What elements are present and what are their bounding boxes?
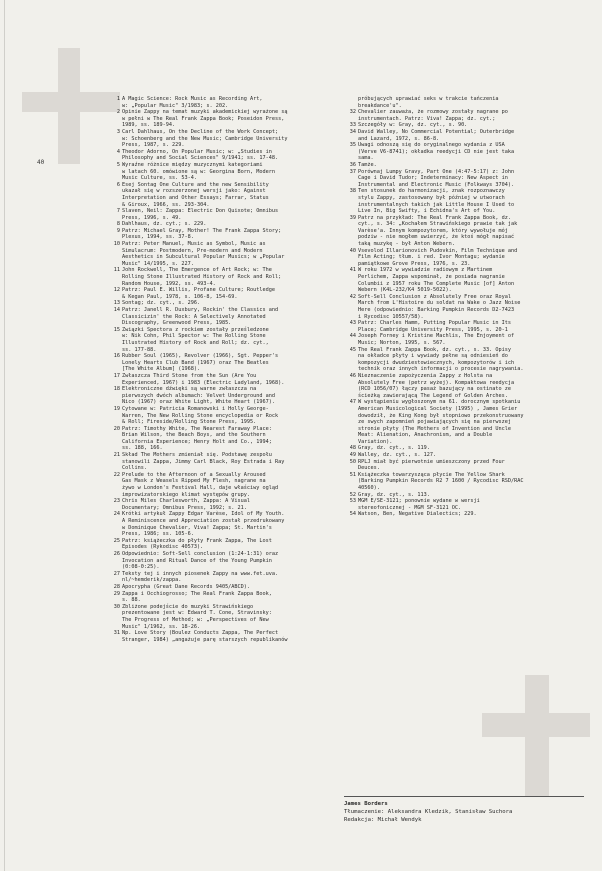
footnote-text: A Magic Science: Rock Music as Recording Art, w: „Popular Music" 3/1983; s. 202. [122,96,263,109]
notes-column-left [108,96,336,643]
footnote [108,571,336,584]
footnote [108,287,336,300]
footnote-text: Odpowiednio: Soft-Sell conclusion (1:24-1:31) oraz Invocation and Ritual Dance of the Young Pumpkin (0:08-0:25). [122,550,279,571]
footnote-number: 45 [349,346,356,353]
footnote-number: 16 [113,353,120,360]
footnote-text: Gray, dz. cyt., s. 119. [358,445,430,452]
footnote-number: 39 [349,214,356,221]
footnote [344,445,584,452]
footnote [108,452,336,472]
translation-credit: Tłumaczenie: Aleksandra Kledzik, Stanisław Suchora [344,808,513,815]
footnote-text: Związki Spectora z rockiem zostały prześledzone w: Nik Cohn, Phil Spector w: The Rolling Stone Illustrated History of Rock and Roll; dz. cyt., ss. 177-88. [122,326,269,353]
footnote-number: 34 [349,128,356,135]
footnote-text: Patrz: Charles Hamm, Putting Popular Music in Its Place; Cambridge University Press, 1995, s. 20-1 [358,320,512,333]
footnote-text: Zappa i Occhiogrosso; The Real Frank Zappa Book, s. 88. [122,590,272,604]
footnote-text: Dahlhaus, dz. cyt.; s. 229. [122,221,207,228]
page-number: 40 [37,159,45,166]
footnote-text: Patrz: książeczka do płyty Frank Zappa, The Lost Episodes (Rykodisc 40573). [122,537,272,551]
notes-column-right [344,96,584,518]
footnote [344,267,584,293]
footnote [344,459,584,472]
decorative-cross-top-left-horizontal [22,92,120,112]
footnote-number: 38 [349,188,356,195]
credits [344,796,584,824]
footnote-number: 28 [113,583,120,590]
footnote-number: 49 [349,452,356,459]
footnote-number: 23 [113,498,120,505]
footnote [344,511,584,518]
footnote-number: 44 [349,333,356,340]
footnote-number: 47 [349,399,356,406]
footnote-text: Nieznaczenie zapożyczenia Zappy z Holsta na Absolutely Free (petrz wyżej). Kompaktowa reedycja (RCD 1056/07) łączy pasaż bazujący na ostinato ze ścieżką zawierającą The Legend of Golden Arches. [358,372,515,399]
footnote-number: 20 [113,425,120,432]
footnote-text: Książeczka towarzysząca płycie The Yellow Shark (Barking Pumpkin Records R2 7 1600 / Rycodisc RSD/RAC 40560). [358,471,524,492]
footnote-number: 6 [116,181,120,188]
footnote-text: Patrz: Paul E. Willis, Profane Culture; Routledge & Kegan Paul, 1978, s. 106-8, 154-69. [122,287,276,300]
footnote [108,300,336,307]
footnote [108,511,336,537]
footnote [344,188,584,214]
footnote-text: Porównaj Lumpy Gravy, Part One (4:47-5:17) z: John Cage i David Tudor; Indeterminacy: New Aspect in Instrumental and Electronic Music (Folkways 3704). [358,168,515,188]
footnote-number: 26 [113,550,120,557]
footnote [108,353,336,373]
footnote-text: Skład The Mothers zmieniał się. Podstawę zespołu stanowili Zappa, Jimmy Carl Black, Roy Estrada i Ray Collins. [122,452,285,472]
footnote [108,96,336,109]
footnote-text: Soft-Sell Conclusion z Absolutely Free oraz Royal March from L'Histoire du soldat na Wake o Jazz Noise Here (odpowiednio: Barking Pumpkin Records D2-7423 i Rycodisc 10557/58). [358,293,521,320]
footnote [108,267,336,287]
footnote [344,162,584,169]
footnote-number: 1 [116,96,120,102]
footnote [108,241,336,267]
footnote-text: John Rockwell, The Emergence of Art Rock; w: The Rolling Stone Illustrated History of Rock and Roll; Random House, 1992, ss. 493-4. [122,267,282,287]
footnote [108,551,336,571]
footnote-text: próbujących uprawiać seks w trakcie tańczenia breakdance'u". [358,96,499,109]
footnote [108,149,336,162]
footnote-text: Patrz: Michael Gray, Mother! The Frank Zappa Story; Plexus, 1994, ss. 37-8. [122,227,282,241]
footnote-number: 53 [349,498,356,505]
footnote [108,327,336,353]
footnote-number: 7 [116,208,120,215]
footnote [344,347,584,373]
footnote-text: Szczegóły w: Gray, dz. cyt., s. 90. [358,122,468,129]
footnote [108,228,336,241]
footnote-text: Vsevolod Illarionovich Pudovkin, Film Technique and Film Acting; tłum. i red. Ivor Montagu; wydanie pamiątkowe Grove Press, 1976, s. 23. [358,247,518,267]
footnote-number: 14 [113,307,120,313]
footnote-number: 35 [349,142,356,149]
footnote [108,426,336,452]
footnote [344,452,584,459]
footnote-text: Uwagi odnoszą się do oryginalnego wydania z USA (Verve V6-8741); okładka reedycji CD nie jest taka sama. [358,142,515,162]
footnote-text: Joseph Forney i Kristine Machlis, The Enjoyment of Music; Norton, 1995, s. 567. [358,333,515,346]
footnote-number: 21 [113,452,120,459]
footnote-text: Patrz: Timothy White, The Nearest Faraway Place: Brian Wilson, the Beach Boys, and the Southern California Experience; Henry Holt and Co., 1994; ss. 188, 166. [122,425,272,452]
footnote-text: Patrz: Janell R. Duxbury, Rockin' the Classics and Classicizin' the Rock: A Selectively Annotated Discography, Greenwood Press, 1985. [122,307,279,327]
footnote [344,333,584,346]
footnote [344,294,584,320]
footnote-number: 17 [113,372,120,379]
footnote-number: 42 [349,293,356,300]
footnote-number: 12 [113,287,120,294]
footnote-number: 4 [116,148,120,155]
footnote-text: Cytowane w: Patricia Romanowski i Holly George- Warren, The New Rolling Stone encyclopedia or Rock & Roll; Fireside/Rolling Stone Press, 1995. [122,405,279,426]
footnote-number: 52 [349,491,356,498]
footnote [108,538,336,551]
footnote-text: Np. Love Story (Boulez Conducts Zappa, The Perfect Stranger, 1984) „angażuje parę starszych republikanów [122,630,288,643]
credits-divider [344,796,584,797]
footnote-number: 2 [116,109,120,116]
footnote-text: Ten stosunek do harmonizacji, znak rozpoznawczy stylu Zappy, zastosowany był później w utworach instrumentalnych takich jak Little House I Used to Live In, Big Swifty, i Echidna's Art of You. [358,188,515,215]
footnote-number: 11 [113,267,120,274]
footnote-text: W roku 1972 w wywiadzie radiowym z Martinem Perlichem, Zappa wspominał, że posiada nagranie Columbii z 1957 roku The Complete Music [of] Anton Webern (K4L-232/K4 5019-5022). [358,267,515,294]
footnote-number: 37 [349,168,356,175]
footnote-text: Patrz: Peter Manuel, Music as Symbol, Music as Simulacrum: Postmodern, Pre-modern and Modern Aesthetics in Subcultural Popular Musics; w „Popular Music" 14/1995, s. 227. [122,241,285,267]
footnote-text: Watson, Ben, Negative Dialectics; 229. [358,511,477,518]
footnote-number: 8 [116,221,120,228]
footnote [108,162,336,182]
footnote-text: MGM E/SE-3121; ponownie wydane w wersji stereofonicznej - MGM SF-3121 OC. [358,498,480,511]
footnote-number: 48 [349,445,356,452]
footnote-number: 29 [113,590,120,597]
footnote [344,399,584,445]
editing-credit: Redakcja: Michał Wendyk [344,816,422,823]
footnote-text: Rubber Soul (1965), Revolver (1966), Sgt. Pepper's Lonely Hearts Club Band (1967) oraz The Beatles [The White Album] (1968). [122,353,279,373]
footnote-text: Chevalier zauważa, że rozmowy zostały nagrane po instrumentach. Patrz: Viva! Zappa; dz. cyt.; [358,109,508,122]
footnote-text: Opinie Zappy na temat muzyki akademickiej wyrażone są w pełni w The Real Frank Zappa Book; Poseidon Press, 1989, ss. 189-94. [122,109,288,129]
footnote [344,142,584,162]
footnote [108,472,336,498]
footnote-text: Sontag; dz. cyt., s. 296. [122,300,201,307]
footnote-number: 18 [113,386,120,393]
footnote-number: 41 [349,267,356,274]
footnote-number: 31 [113,630,120,637]
footnote-number: 5 [116,161,120,168]
footnote-text: W wystąpieniu wygłoszonym na 61. dorocznym spotkaniu American Musicological Society (1995) , James Grier dowodził, że King Kong był stopniowo przekonstruowany ze swych zapomnień pojawiających się na pierwszej stronie płyty (The Mothers of Invention and Uncle Meat: Alienation, Anachronism, and a Double Variation). [358,399,524,445]
footnote [108,498,336,511]
page-edge [4,0,5,871]
footnote-number: 13 [113,300,120,307]
footnote-number: 30 [113,603,120,610]
footnote-text: Gray, dz. cyt., s. 113. [358,491,430,498]
footnote-number: 3 [116,128,120,135]
footnote [344,122,584,129]
footnote [344,96,584,109]
footnote-number: 9 [116,227,120,234]
footnote [344,248,584,268]
footnote [108,208,336,221]
footnote [108,604,336,630]
footnote [108,406,336,426]
footnote-number: 50 [349,458,356,465]
footnote [344,472,584,492]
footnote [344,169,584,189]
author-name: James Borders [344,801,388,807]
footnote-number: 32 [349,109,356,116]
footnote-text: Teksty tej i innych piosenek Zappy na www.fet.uva. nl/~hemderik/zappa. [122,570,279,584]
footnote [344,373,584,399]
footnote [108,386,336,406]
footnote-text: Walley, dz. cyt., s. 127. [358,452,437,459]
footnote [108,182,336,208]
footnote-text: Esej Sontag One Culture and the new Sensibility ukazał się w rozszerzonej wersji jako: Against Interpretation and Other Essays; Farrar, Status & Giroux, 1966, ss. 293-304. [122,181,269,208]
footnote-number: 36 [349,161,356,168]
footnote [344,109,584,122]
footnote-text: Theodor Adorno, On Popular Music; w: „Studies in Philosophy and Social Sciences" 9/1941; ss. 17-48. [122,148,279,162]
footnote [344,492,584,499]
footnote-text: The Real Frank Zappa Book, dz. cyt., s. 33. Opisy na okładce płyty i wywiady pełne są odniesień do kompozycji dwudziestowiecznych, kompozytorów i ich technik oraz innych informacji o procesie nagrywania. [358,346,524,373]
footnote-text: Carl Dahlhaus, On the Decline of the Work Concept; w: Schoenberg and the New Music; Cambridge University Press, 1987, s. 229. [122,128,288,149]
footnote-number: 51 [349,471,356,478]
footnote-text: Prelude to the Afternoon of a Sexually Aroused Gas Mask z Weasels Ripped My Flesh, nagrane na żywo w London's Festival Hall, daje właściwy ogląd improwizatorskiego klimat występów grupy. [122,471,279,498]
footnote [108,129,336,149]
footnote-text: Zwłaszcza Third Stone from the Sun (Are You Experienced, 1967) i 1983 (Electric Ladyland, 1968). [122,372,285,386]
footnote-text: Zbliżone podejście do muzyki Strawińskiego prezentowane jest w: Edward T. Cone, Stravinsky: The Progress of Method; w: „Perspectives of New Music" 1/1962, ss. 18-26. [122,603,272,630]
footnote [108,221,336,228]
footnote-number: 15 [113,326,120,333]
footnote-number: 33 [349,122,356,129]
footnote-text: Slaven, Neil: Zappa: Electric Don Quixote; Omnibus Press, 1996, s. 49. [122,208,279,221]
footnote [108,109,336,129]
footnote-number: 10 [113,241,120,248]
footnote [108,307,336,327]
footnote-number: 19 [113,405,120,412]
footnote-number: 27 [113,570,120,577]
footnote [108,630,336,643]
footnote-text: Apocrypha (Great Dane Records 9405/ABCD). [122,583,251,590]
footnote-number: 40 [349,247,356,254]
footnote-text: Patrz na przykład: The Real Frank Zappa Book, dz. cyt., s. 34: „Kochałem Strawińskiego prawie tak jak Varèse'a. Innym kompozytorem, który wywołuje mój podziw - nie mogłem uwierzyć, że ktoś mógł napisać taką muzykę - był Anton Webern. [358,214,518,248]
decorative-cross-bottom-right-horizontal [482,713,590,737]
footnote [108,591,336,604]
footnote-text: Elektroniczne dźwięki są warne zwłaszcza na pierwszych dwóch albumach: Velvet Underground and Nico (1967) oraz White Light, White Heart (1967). [122,386,276,406]
footnote [344,129,584,142]
footnote [344,320,584,333]
footnote [108,373,336,386]
footnote-number: 25 [113,537,120,544]
footnote [108,584,336,591]
footnote [344,215,584,248]
footnote-text: Chris Miles Charlesworth, Zappa: A Visual Documentary; Omnibus Press, 1992; s. 21. [122,498,251,511]
footnote-text: Krótki artykuł Zappy Edgar Varèse, Idol of My Youth. A Reminiscence and Appreciation został przedrukowany w Dominique Chevalier, Viva! Zappa; St. Martin's Press, 1986; ss. 105-6. [122,511,285,538]
footnote-text: David Walley, No Commercial Potential; Outerbridge and Lazard, 1972, s. 86-8. [358,128,515,142]
footnote-text: Wyraźne różnice między muzycznymi kategoriami w latach 60. omówione są w: Georgina Born, Modern Music Culture, ss. 53-4. [122,161,276,182]
footnote-number: 24 [113,511,120,518]
footnote-text: RPLJ miał być pierwotnie umieszczony przed Four Deuces. [358,458,505,472]
footnote [344,498,584,511]
footnote-text: Tamże. [358,161,377,168]
footnote-number: 22 [113,471,120,478]
footnote-number: 43 [349,320,356,327]
footnote-number: 46 [349,372,356,379]
footnote-number: 54 [349,511,356,518]
